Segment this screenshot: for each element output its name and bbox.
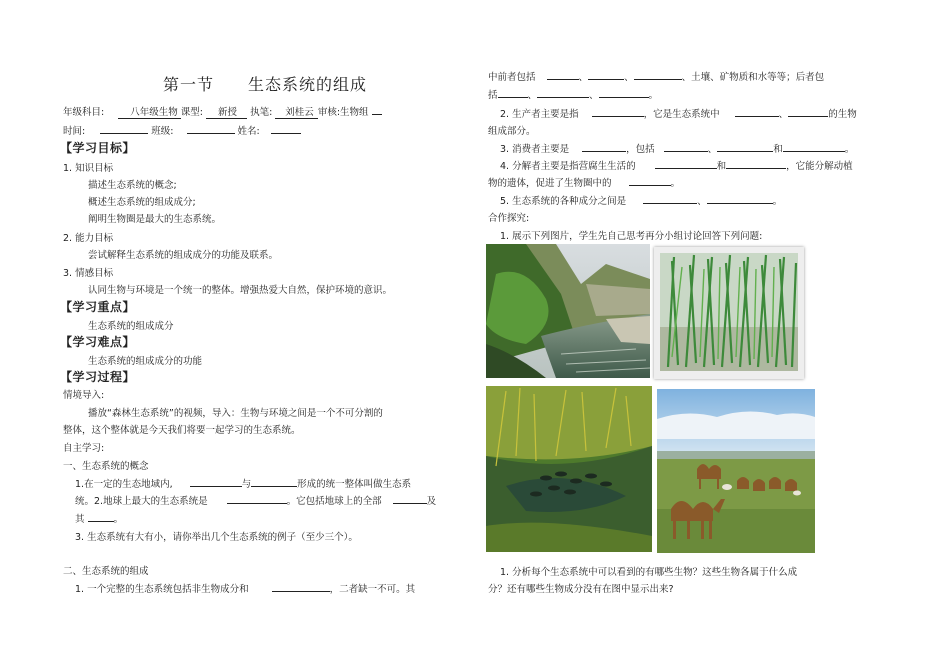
cooperative-label: 合作探究: (488, 213, 530, 224)
right-line-2: 括 、 、 。 (488, 87, 658, 101)
time-blank[interactable] (100, 123, 148, 134)
key-point-1: 生态系统的组成成分 (88, 321, 174, 332)
blank-12[interactable] (599, 87, 649, 98)
emotion-goal: 3. 情感目标 (63, 268, 114, 279)
knowledge-item-3: 阐明生物圈是最大的生态系统。 (88, 214, 222, 225)
question-1-line-1: 1.在一定的生态地域内, 与 形成的统一整体叫做生态系 (75, 476, 411, 490)
river-forest-photo (486, 244, 650, 378)
right-line-1: 中前者包括 、 、 、土壤、矿物质和水等等；后者包 (488, 69, 824, 83)
process-heading: 【学习过程】 (60, 370, 136, 384)
right-line-3: 2. 生产者主要是指 ，它是生态系统中 、 的生物 (500, 106, 857, 120)
key-points-heading: 【学习重点】 (60, 300, 136, 314)
blank-21[interactable] (726, 158, 786, 169)
self-study-label: 自主学习: (63, 443, 105, 454)
type-value: 新授 (206, 107, 247, 119)
pond-grass-fish-photo (486, 386, 652, 552)
meta-row-1 (63, 104, 382, 118)
knowledge-goal: 1. 知识目标 (63, 163, 114, 174)
blank-9[interactable] (634, 69, 682, 80)
blank-3[interactable] (227, 493, 287, 504)
knowledge-item-1: 描述生态系统的概念; (88, 180, 177, 191)
ability-item-1: 尝试解释生态系统的组成成分的功能及联系。 (88, 250, 279, 261)
meta-row-2 (63, 123, 301, 137)
analysis-question-line-2: 分？还有哪些生物成分没有在图中显示出来? (488, 584, 674, 595)
intro-line-1: 播放“森林生态系统”的视频，导入：生物与环境之间是一个不可分割的 (88, 408, 383, 419)
blank-13[interactable] (592, 106, 644, 117)
class-blank[interactable] (187, 123, 235, 134)
blank-2[interactable] (251, 476, 297, 487)
author-label: 执笔: (250, 107, 273, 118)
blank-16[interactable] (582, 141, 626, 152)
blank-6[interactable] (272, 581, 330, 592)
review-blank[interactable] (372, 104, 382, 115)
reed-wetland-photo (654, 247, 804, 379)
page-title: 第一节 生态系统的组成 (163, 75, 368, 94)
grade-value: 八年级生物 (118, 107, 181, 119)
right-line-8: 5. 生态系统的各种成分之间是 、 。 (500, 193, 782, 207)
blank-17[interactable] (664, 141, 708, 152)
right-line-4: 组成部分。 (488, 126, 536, 137)
blank-22[interactable] (629, 175, 671, 186)
difficulty-heading: 【学习难点】 (60, 335, 136, 349)
name-blank[interactable] (271, 123, 301, 134)
photo-instruction: 1. 展示下列图片，学生先自己思考再分小组讨论回答下列问题: (500, 231, 763, 242)
question-1-line-2: 统。2.地球上最大的生态系统是 。它包括地球上的全部 及 (75, 493, 436, 507)
blank-11[interactable] (537, 87, 589, 98)
difficulty-1: 生态系统的组成成分的功能 (88, 356, 203, 367)
blank-19[interactable] (783, 141, 845, 152)
blank-5[interactable] (88, 511, 114, 522)
author-value: 刘桂云 (275, 107, 318, 119)
blank-4[interactable] (393, 493, 427, 504)
blank-8[interactable] (588, 69, 624, 80)
blank-23[interactable] (643, 193, 697, 204)
section-2-question-1: 1. 一个完整的生态系统包括非生物成分和 ，二者缺一不可。其 (75, 581, 415, 595)
name-label: 姓名: (237, 126, 260, 137)
type-label: 课型: (180, 107, 203, 118)
intro-label: 情境导入: (63, 390, 105, 401)
right-line-7: 物的遗体，促进了生物圈中的 。 (488, 175, 680, 189)
intro-line-2: 整体，这个整体就是今天我们将要一起学习的生态系统。 (63, 425, 301, 436)
right-line-5: 3. 消费者主要是 ，包括 、 和 。 (500, 141, 854, 155)
blank-15[interactable] (788, 106, 828, 117)
blank-20[interactable] (655, 158, 717, 169)
knowledge-item-2: 概述生态系统的组成成分; (88, 197, 196, 208)
ability-goal: 2. 能力目标 (63, 233, 114, 244)
question-3: 3. 生态系统有大有小，请你举出几个生态系统的例子（至少三个）。 (75, 532, 358, 543)
blank-14[interactable] (735, 106, 779, 117)
blank-18[interactable] (717, 141, 773, 152)
grade-label: 年级科目: (63, 107, 105, 118)
analysis-question-line-1: 1. 分析每个生态系统中可以看到的有哪些生物？这些生物各属于什么成 (500, 567, 798, 578)
grassland-camel-photo (657, 389, 815, 553)
objectives-heading: 【学习目标】 (60, 141, 136, 155)
review-label: 审核: (317, 107, 341, 118)
time-label: 时间: (63, 126, 86, 137)
class-label: 班级: (151, 126, 174, 137)
blank-7[interactable] (547, 69, 579, 80)
blank-24[interactable] (707, 193, 773, 204)
section-1-heading: 一、生态系统的概念 (63, 461, 149, 472)
emotion-item-1: 认同生物与环境是一个统一的整体。增强热爱大自然，保护环境的意识。 (88, 285, 393, 296)
right-line-6: 4. 分解者主要是指营腐生生活的 和 ，它能分解动植 (500, 158, 853, 172)
section-2-heading: 二、生态系统的组成 (63, 566, 149, 577)
question-1-line-3: 其 。 (75, 511, 123, 525)
review-value: 生物组 (340, 107, 369, 118)
blank-10[interactable] (498, 87, 528, 98)
blank-1[interactable] (190, 476, 242, 487)
